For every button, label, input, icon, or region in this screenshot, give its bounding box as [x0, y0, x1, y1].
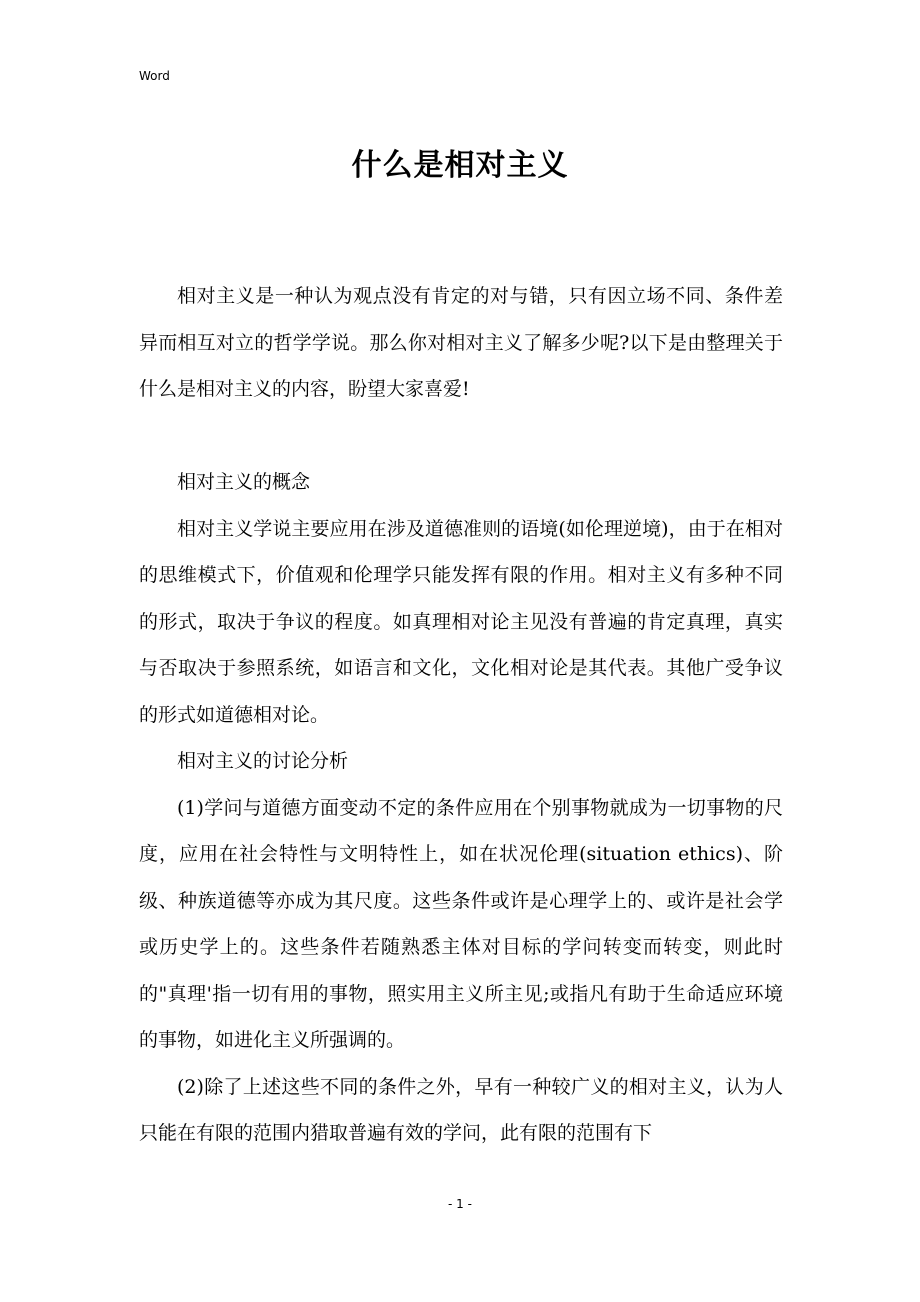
document-body [139, 273, 783, 1157]
section-paragraph-analysis-2: (2)除了上述这些不同的条件之外，早有一种较广义的相对主义，认为人只能在有限的范围内猎取普遍有效的学问，此有限的范围有下 [139, 1075, 783, 1144]
section-heading-concept: 相对主义的概念 [177, 471, 311, 493]
section-heading-analysis: 相对主义的讨论分析 [177, 750, 349, 772]
section-paragraph-concept: 相对主义学说主要应用在涉及道德准则的语境(如伦理逆境)，由于在相对的思维模式下，价值观和伦理学只能发挥有限的作用。相对主义有多种不同的形式，取决于争议的程度。如真理相对论主见没有普遍的肯定真理，真实与否取决于参照系统，如语言和文化，文化相对论是其代表。其他广受争议的形式如道德相对论。 [139, 517, 783, 726]
header-label: Word [139, 69, 170, 83]
page-number: - 1 - [448, 1197, 472, 1211]
document-title: 什么是相对主义 [351, 148, 569, 183]
section-paragraph-analysis-1: (1)学问与道德方面变动不定的条件应用在个别事物就成为一切事物的尺度，应用在社会特性与文明特性上，如在状况伦理(situation ethics)、阶级、种族道德等亦成为其尺度。这些条件或许是心理学上的、或许是社会学或历史学上的。这些条件若随熟悉主体对目标的学问转变而转变，则此时的"真理'指一切有用的事物，照实用主义所主见;或指凡有助于生命适应环境的事物，如进化主义所强调的。 [139, 796, 783, 1051]
intro-paragraph: 相对主义是一种认为观点没有肯定的对与错，只有因立场不同、条件差异而相互对立的哲学学说。那么你对相对主义了解多少呢?以下是由整理关于什么是相对主义的内容，盼望大家喜爱! [139, 285, 783, 400]
